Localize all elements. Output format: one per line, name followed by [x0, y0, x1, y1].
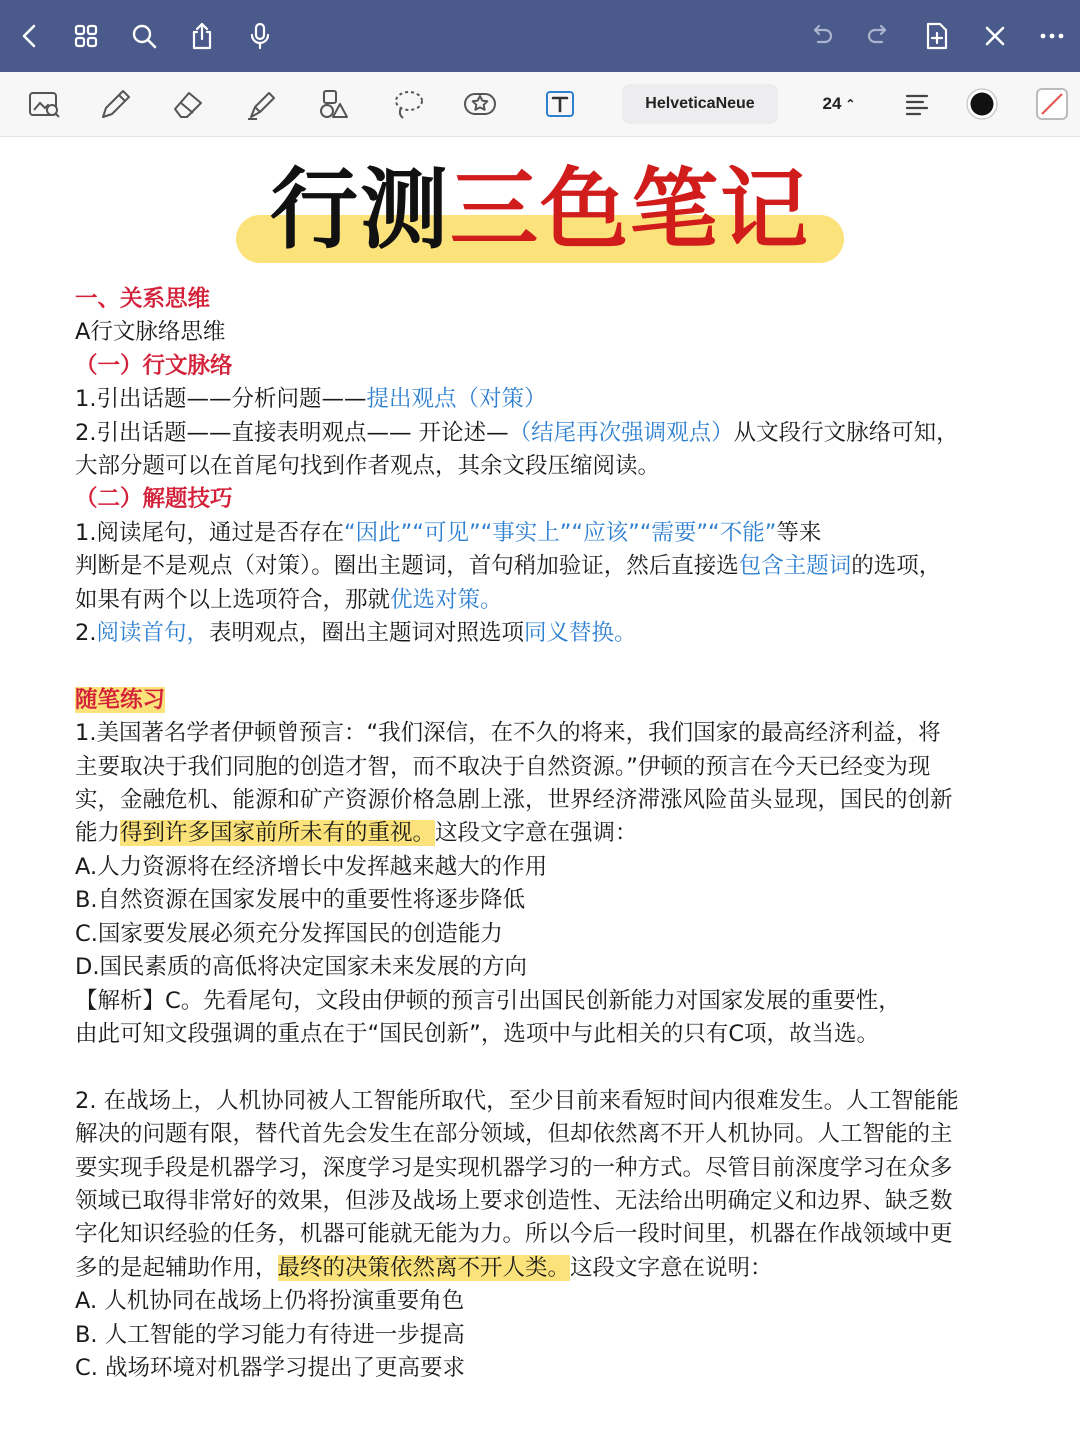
close-icon[interactable] [977, 18, 1013, 54]
text-line: 判断是不是观点（对策）。圈出主题词，首句稍加验证，然后直接选包含主题词的选项， [75, 553, 942, 580]
background-color-icon[interactable] [1030, 84, 1074, 124]
share-icon[interactable] [184, 18, 220, 54]
option-b: B.自然资源在国家发展中的重要性将逐步降低 [75, 887, 526, 914]
question-line: 多的是起辅助作用，最终的决策依然离不开人类。这段文字意在说明： [75, 1254, 773, 1281]
title-part-2: 三色笔记 [450, 158, 811, 261]
highlighted-text: 最终的决策依然离不开人类。 [277, 1254, 571, 1281]
highlighter-icon[interactable] [240, 84, 284, 124]
microphone-icon[interactable] [242, 18, 278, 54]
blue-keyword: （结尾再次强调观点） [508, 419, 734, 446]
sticker-icon[interactable] [458, 84, 502, 124]
drawing-toolbar [0, 72, 1080, 137]
text-line: 2.阅读首句，表明观点，圈出主题词对照选项同义替换。 [75, 620, 637, 647]
text-line: 1.引出话题——分析问题——提出观点（对策） [75, 386, 547, 413]
question-line: 领域已取得非常好的效果，但涉及战场上要求创造性、无法给出明确定义和边界、缺乏数 [75, 1187, 953, 1214]
option-b: B. 人工智能的学习能力有待进一步提高 [75, 1321, 465, 1348]
page-title [236, 155, 844, 265]
blue-keyword: 优选对策。 [390, 586, 503, 613]
stepper-icon: ⌃ [845, 97, 856, 111]
blue-keyword: “因此”“可见”“事实上”“应该”“需要”“不能” [343, 519, 777, 546]
option-c: C.国家要发展必须充分发挥国民的创造能力 [75, 920, 503, 947]
option-a: A. 人机协同在战场上仍将扮演重要角色 [75, 1288, 465, 1315]
top-navigation-bar [0, 0, 1080, 72]
image-zoom-icon[interactable] [22, 84, 66, 124]
question-line: 能力得到许多国家前所未有的重视。这段文字意在强调： [75, 820, 638, 847]
text-line: 大部分题可以在首尾句找到作者观点，其余文段压缩阅读。 [75, 453, 661, 480]
question-line: 解决的问题有限，替代首先会发生在部分领域，但却依然离不开人机协同。人工智能的主 [75, 1121, 953, 1148]
option-a: A.人力资源将在经济增长中发挥越来越大的作用 [75, 853, 548, 880]
search-icon[interactable] [126, 18, 162, 54]
highlighted-text: 得到许多国家前所未有的重视。 [120, 820, 436, 847]
question-line: 要实现手段是机器学习，深度学习是实现机器学习的一种方式。尽管目前深度学习在众多 [75, 1154, 953, 1181]
color-picker-button[interactable] [960, 84, 1004, 124]
grid-icon[interactable] [68, 18, 104, 54]
subsection-heading: （一）行文脉络 [75, 352, 233, 379]
subsection-heading: （二）解题技巧 [75, 486, 233, 513]
answer-line: 【解析】C。先看尾句，文段由伊顿的预言引出国民创新能力对国家发展的重要性， [75, 987, 901, 1014]
undo-icon[interactable] [803, 18, 839, 54]
lasso-icon[interactable] [386, 84, 430, 124]
section-subheading: A行文脉络思维 [75, 319, 226, 346]
title-part-1: 行测 [269, 158, 450, 261]
add-page-icon[interactable] [919, 18, 955, 54]
blue-keyword: 包含主题词 [738, 553, 852, 580]
blue-keyword: 提出观点（对策） [366, 386, 547, 413]
note-page[interactable] [0, 137, 1080, 1440]
font-size-selector[interactable] [804, 84, 874, 124]
back-icon[interactable] [12, 18, 48, 54]
note-body [75, 283, 1015, 1385]
text-line: 2.引出话题——直接表明观点—— 开论述—（结尾再次强调观点）从文段行文脉络可知， [75, 419, 959, 446]
text-tool-icon[interactable] [538, 84, 582, 124]
blue-keyword: 阅读首句， [96, 620, 209, 647]
align-icon[interactable] [895, 84, 939, 124]
blue-keyword: 同义替换。 [524, 620, 637, 647]
redo-icon[interactable] [861, 18, 897, 54]
color-swatch [971, 93, 994, 116]
text-line: 如果有两个以上选项符合，那就优选对策。 [75, 586, 503, 613]
pen-icon[interactable] [94, 84, 138, 124]
question-line: 实，金融危机、能源和矿产资源价格急剧上涨，世界经济滞涨风险苗头显现，国民的创新 [75, 787, 953, 814]
option-d: D.国民素质的高低将决定国家未来发展的方向 [75, 954, 527, 981]
practice-heading: 随笔练习 [75, 686, 166, 713]
section-heading: 一、关系思维 [75, 286, 211, 312]
more-icon[interactable] [1034, 18, 1070, 54]
font-family-selector[interactable]: HelveticaNeue [622, 84, 778, 124]
answer-line: 由此可知文段强调的重点在于“国民创新”，选项中与此相关的只有C项，故当选。 [75, 1020, 880, 1047]
question-line: 字化知识经验的任务，机器可能就无能为力。所以今后一段时间里，机器在作战领域中更 [75, 1221, 953, 1248]
option-c: C. 战场环境对机器学习提出了更高要求 [75, 1354, 466, 1381]
eraser-icon[interactable] [166, 84, 210, 124]
text-line: 1.阅读尾句，通过是否存在“因此”“可见”“事实上”“应该”“需要”“不能”等来 [75, 519, 822, 546]
font-size-value: 24 [822, 94, 842, 113]
question-line: 2. 在战场上，人机协同被人工智能所取代，至少目前来看短时间内很难发生。人工智能能 [75, 1087, 959, 1114]
shapes-icon[interactable] [312, 84, 356, 124]
question-line: 1.美国著名学者伊顿曾预言：“我们深信，在不久的将来，我们国家的最高经济利益，将 [75, 720, 941, 747]
question-line: 主要取决于我们同胞的创造才智，而不取决于自然资源。”伊顿的预言在今天已经变为现 [75, 753, 931, 780]
